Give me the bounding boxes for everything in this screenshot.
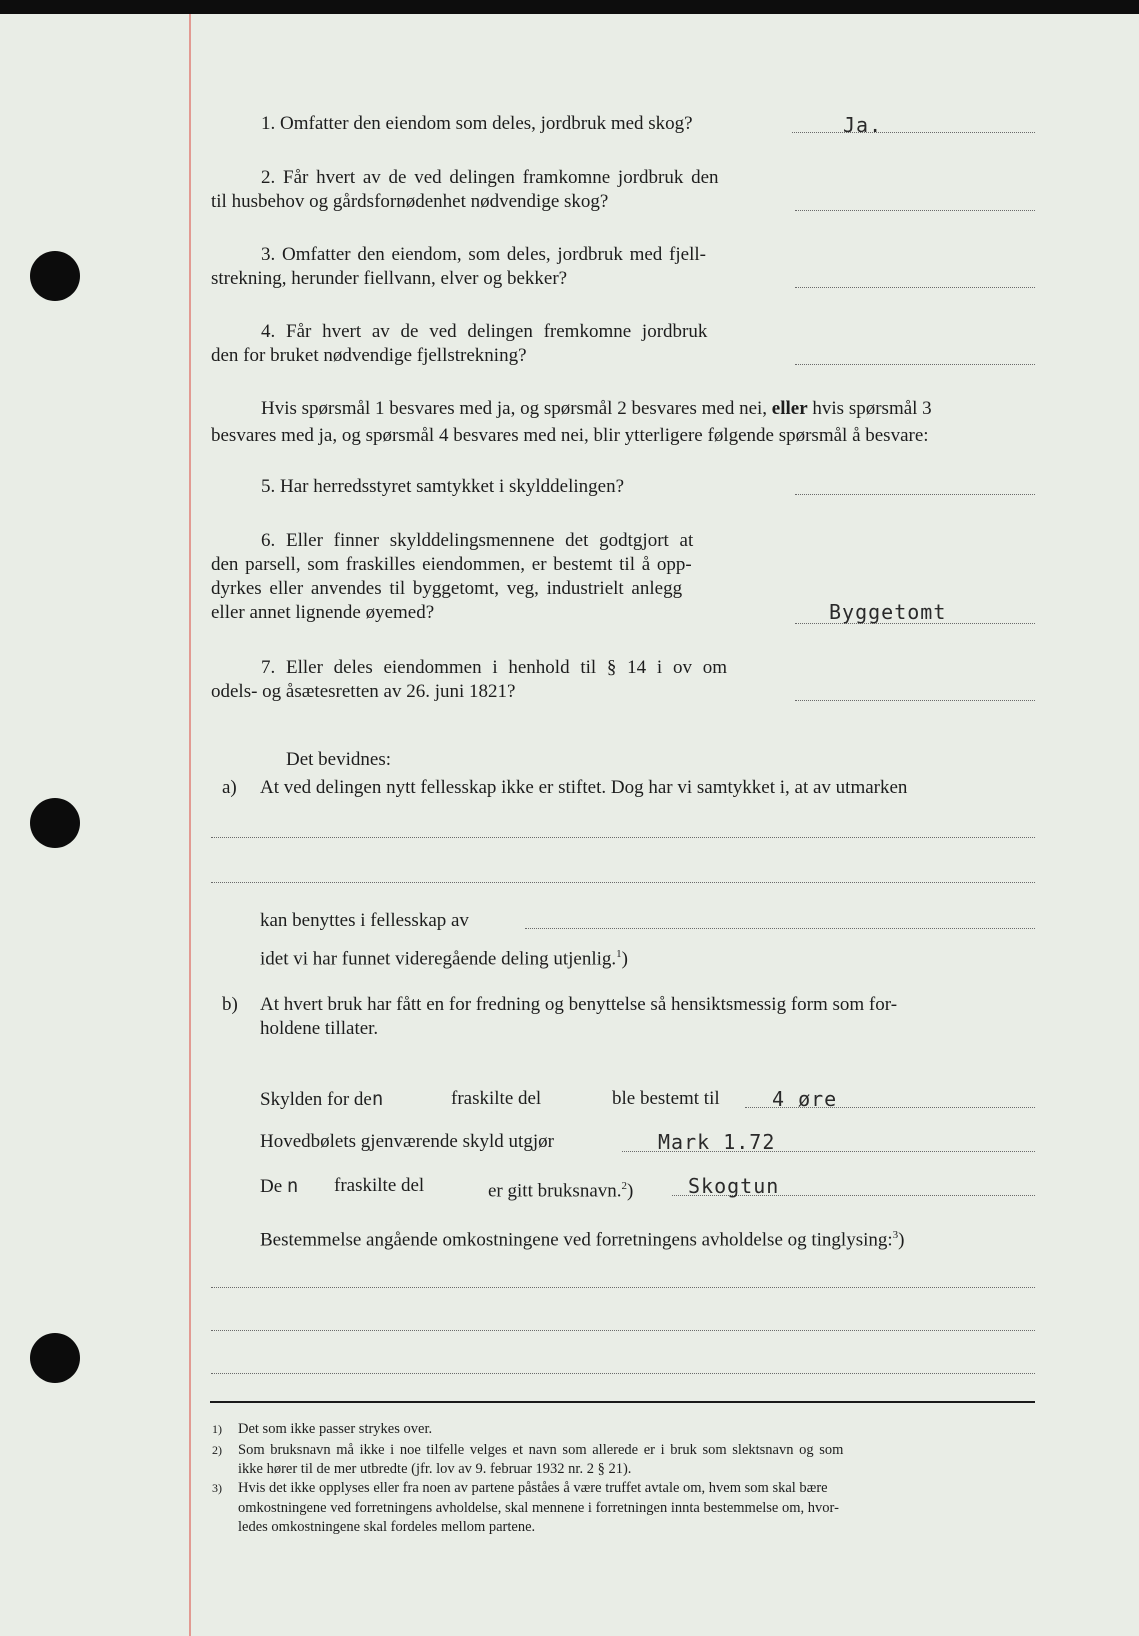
question-3-cont: strekning, herunder fiellvann, elver og bekker? bbox=[211, 268, 568, 289]
margin-rule bbox=[189, 14, 191, 1636]
answer-line-4 bbox=[795, 364, 1035, 365]
footnote-3: Hvis det ikke opplyses eller fra noen av partene påståes å være truffet avtale om, hvem som skal bære bbox=[238, 1480, 828, 1496]
answer-line-3 bbox=[795, 287, 1035, 288]
question-1: 1. Omfatter den eiendom som deles, jordbruk med skog? bbox=[261, 113, 693, 134]
footnote-1-mark: 1) bbox=[212, 1422, 222, 1436]
item-b-text-cont: holdene tillater. bbox=[260, 1018, 379, 1039]
question-5: 5. Har herredsstyret samtykket i skylddelingen? bbox=[261, 476, 625, 497]
bruksnavn-label: De n bbox=[260, 1175, 300, 1197]
ideet-text: idet vi har funnet videregående deling utjenlig.$^1$) bbox=[260, 948, 628, 970]
blank-line bbox=[211, 1330, 1035, 1331]
question-6-cont: eller annet lignende øyemed? bbox=[211, 602, 435, 623]
question-6: 6. Eller finner skylddelingsmennene det godtgjort at bbox=[261, 530, 694, 551]
blank-line bbox=[211, 1373, 1035, 1374]
item-b-text: At hvert bruk har fått en for fredning og benyttelse så hensiktsmessig form som for- bbox=[260, 994, 898, 1015]
punch-hole-icon bbox=[30, 251, 80, 301]
skylden-fraskilte: fraskilte del bbox=[451, 1088, 542, 1109]
conditional-text: Hvis spørsmål 1 besvares med ja, og spørsmål 2 besvares med nei, eller hvis spørsmål 3 bbox=[261, 398, 932, 419]
skylden-value: 4 øre bbox=[772, 1087, 838, 1111]
blank-line bbox=[211, 882, 1035, 883]
answer-1: Ja. bbox=[843, 113, 883, 137]
blank-line bbox=[211, 1287, 1035, 1288]
punch-hole-icon bbox=[30, 1333, 80, 1383]
punch-hole-icon bbox=[30, 798, 80, 848]
footnote-divider bbox=[210, 1401, 1035, 1403]
answer-line-2 bbox=[795, 210, 1035, 211]
item-a-label: a) bbox=[222, 777, 237, 798]
fellesskap-line bbox=[525, 928, 1035, 929]
skylden-bestemt: ble bestemt til bbox=[612, 1088, 720, 1109]
question-2: 2. Får hvert av de ved delingen framkomne jordbruk den bbox=[261, 167, 719, 188]
blank-line bbox=[211, 837, 1035, 838]
scan-top-edge bbox=[0, 0, 1139, 14]
question-4: 4. Får hvert av de ved delingen fremkomne jordbruk bbox=[261, 321, 708, 342]
footnote-3-cont: omkostningene ved forretningens avholdelse, skal mennene i forretningen innta bestemmelse om, hvor- bbox=[238, 1500, 839, 1516]
conditional-text-cont: besvares med ja, og spørsmål 4 besvares med nei, blir ytterligere følgende spørsmål å besvare: bbox=[211, 425, 929, 446]
answer-6: Byggetomt bbox=[829, 600, 947, 624]
bruksnavn-value: Skogtun bbox=[688, 1174, 780, 1198]
footnote-3-cont: ledes omkostningene skal fordeles mellom partene. bbox=[238, 1519, 536, 1535]
question-6-cont: den parsell, som fraskilles eiendommen, er bestemt til å opp- bbox=[211, 554, 692, 575]
bruksnavn-fraskilte: fraskilte del bbox=[334, 1175, 425, 1196]
bruksnavn-gitt: er gitt bruksnavn.$^2$) bbox=[488, 1180, 634, 1202]
question-2-cont: til husbehov og gårdsfornødenhet nødvendige skog? bbox=[211, 191, 609, 212]
answer-line-5 bbox=[795, 494, 1035, 495]
question-3: 3. Omfatter den eiendom, som deles, jordbruk med fjell- bbox=[261, 244, 706, 265]
answer-line-7 bbox=[795, 700, 1035, 701]
footnote-2: Som bruksnavn må ikke i noe tilfelle velges et navn som allerede er i bruk som slektsnavn og som bbox=[238, 1442, 844, 1458]
fellesskap-label: kan benyttes i fellesskap av bbox=[260, 910, 469, 931]
footnote-2-cont: ikke hører til de mer utbredte (jfr. lov av 9. februar 1932 nr. 2 § 21). bbox=[238, 1461, 632, 1477]
question-4-cont: den for bruket nødvendige fjellstrekning? bbox=[211, 345, 527, 366]
question-7: 7. Eller deles eiendommen i henhold til § 14 i ov om bbox=[261, 657, 727, 678]
skylden-label: Skylden for den bbox=[260, 1088, 385, 1110]
footnote-1: Det som ikke passer strykes over. bbox=[238, 1421, 433, 1437]
item-b-label: b) bbox=[222, 994, 238, 1015]
item-a-text: At ved delingen nytt fellesskap ikke er stiftet. Dog har vi samtykket i, at av utmarken bbox=[260, 777, 908, 798]
bestemmelse-label: Bestemmelse angående omkostningene ved forretningens avholdelse og tinglysing:$^3$) bbox=[260, 1229, 905, 1251]
footnote-2-mark: 2) bbox=[212, 1443, 222, 1457]
hovedbol-label: Hovedbølets gjenværende skyld utgjør bbox=[260, 1131, 554, 1152]
bevidnes-heading: Det bevidnes: bbox=[286, 749, 392, 770]
answer-line-1 bbox=[792, 132, 1035, 133]
question-7-cont: odels- og åsætesretten av 26. juni 1821? bbox=[211, 681, 516, 702]
footnote-3-mark: 3) bbox=[212, 1481, 222, 1495]
hovedbol-value: Mark 1.72 bbox=[658, 1130, 776, 1154]
question-6-cont: dyrkes eller anvendes til byggetomt, veg, industrielt anlegg bbox=[211, 578, 683, 599]
